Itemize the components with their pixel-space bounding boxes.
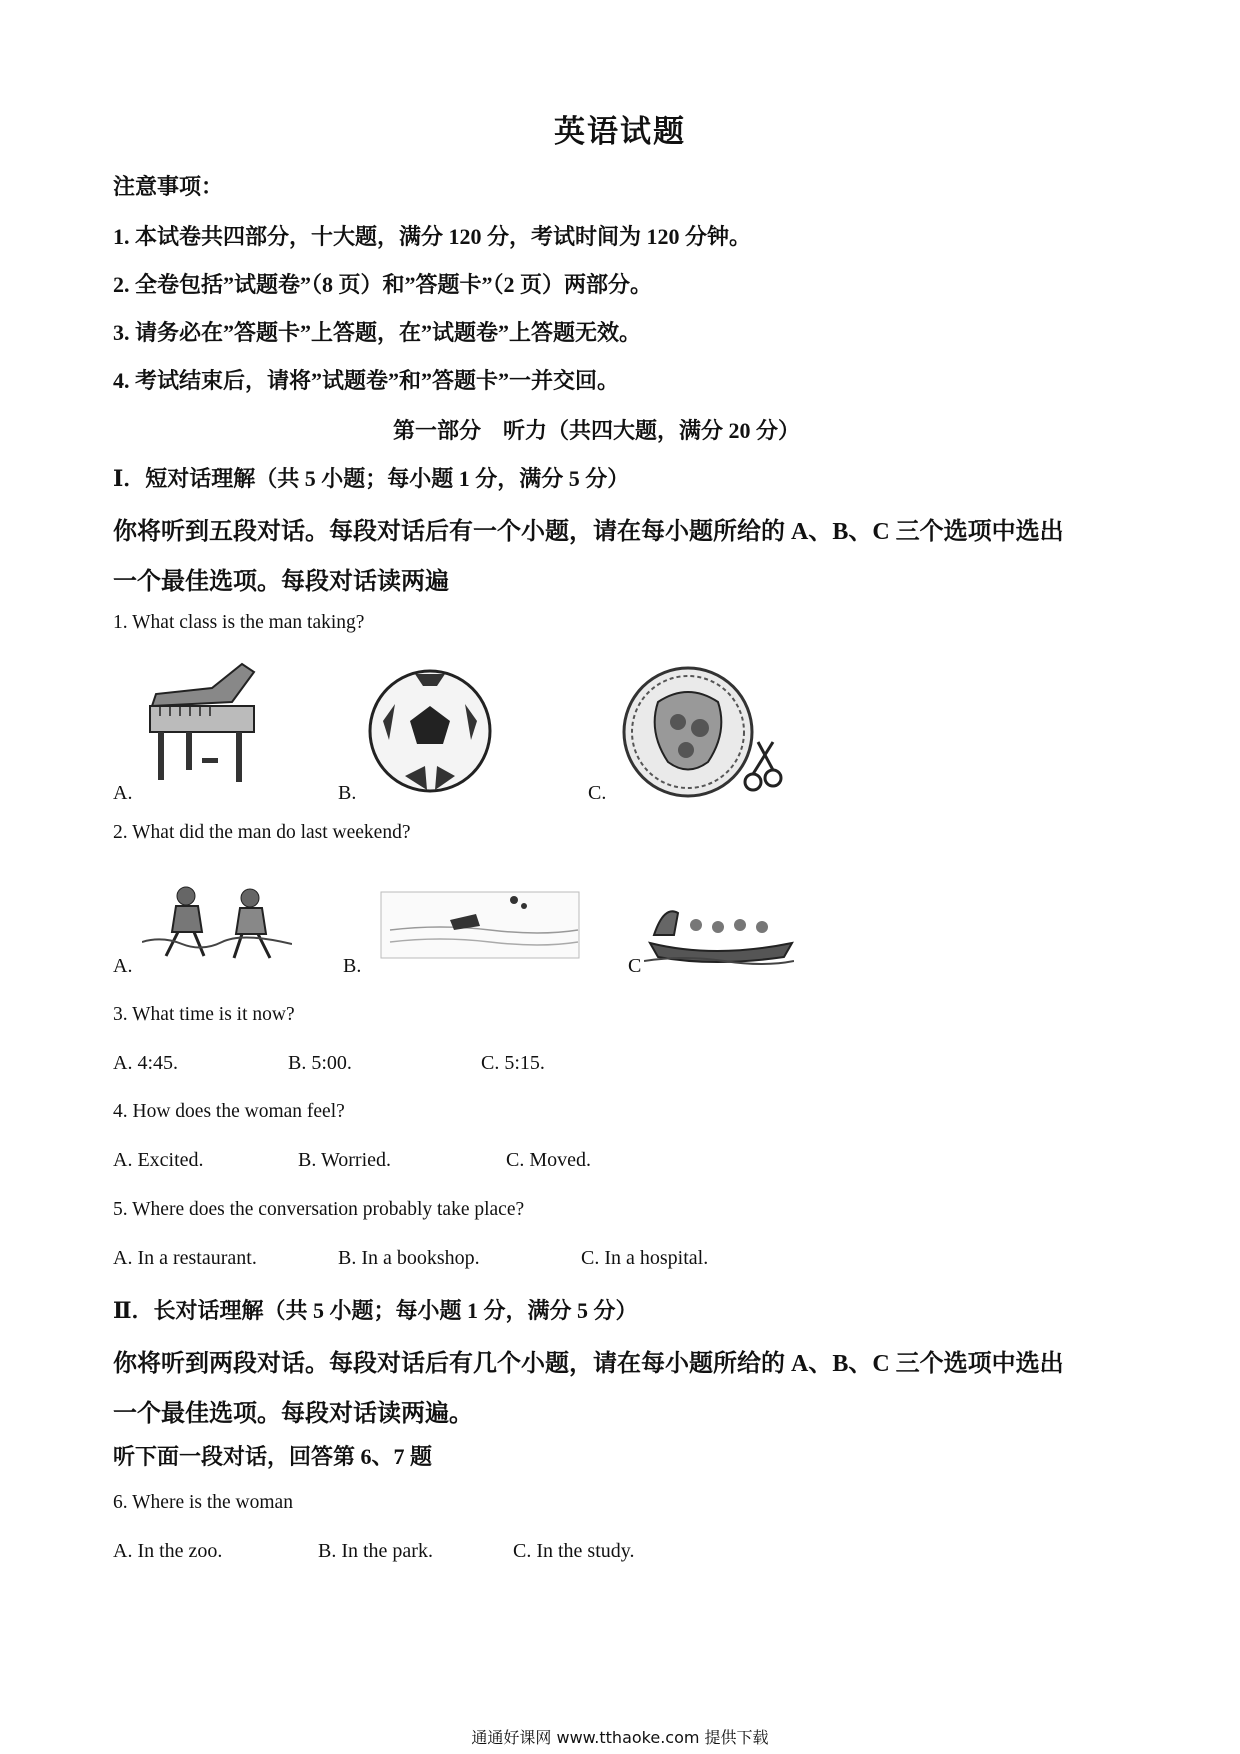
section2-instructions-line1: 你将听到两段对话。每段对话后有几个小题，请在每小题所给的 A、B、C 三个选项中选出 xyxy=(113,1351,1064,1377)
q3-option-b: B. 5:00. xyxy=(288,1052,352,1074)
section1-heading: Ⅰ．短对话理解（共 5 小题；每小题 1 分，满分 5 分） xyxy=(113,466,630,491)
q3-option-c: C. 5:15. xyxy=(481,1052,545,1074)
part1-heading: 第一部分 听力（共四大题，满分 20 分） xyxy=(393,418,801,443)
q4-option-a: A. Excited. xyxy=(113,1149,204,1171)
question-3: 3. What time is it now? xyxy=(113,1004,295,1025)
q4-option-c: C. Moved. xyxy=(506,1149,591,1171)
section2-sub-heading: 听下面一段对话，回答第 6、7 题 xyxy=(113,1444,433,1469)
soccer-ball-image xyxy=(365,666,495,796)
notice-item-3: 3. 请务必在”答题卡”上答题，在”试题卷”上答题无效。 xyxy=(113,320,642,345)
q3-option-a: A. 4:45. xyxy=(113,1052,178,1074)
q1-option-a: A. xyxy=(113,782,133,804)
people-walking-image xyxy=(142,882,292,962)
footer-watermark: 通通好课网 www.tthaoke.com 提供下载 xyxy=(471,1728,769,1747)
section2-heading: Ⅱ．长对话理解（共 5 小题；每小题 1 分，满分 5 分） xyxy=(113,1298,638,1323)
q5-option-a: A. In a restaurant. xyxy=(113,1247,257,1269)
q6-option-c: C. In the study. xyxy=(513,1540,635,1562)
q1-option-b: B. xyxy=(338,782,357,804)
dragon-boat-image xyxy=(644,895,794,967)
q6-option-a: A. In the zoo. xyxy=(113,1540,223,1562)
section2-instructions-line2: 一个最佳选项。每段对话读两遍。 xyxy=(113,1401,473,1427)
page-title: 英语试题 xyxy=(554,114,686,149)
boating-image xyxy=(380,880,580,960)
q2-option-c: C xyxy=(628,955,642,977)
q5-option-b: B. In a bookshop. xyxy=(338,1247,480,1269)
question-4: 4. How does the woman feel? xyxy=(113,1101,345,1122)
notice-item-1: 1. 本试卷共四部分，十大题，满分 120 分，考试时间为 120 分钟。 xyxy=(113,224,752,249)
section1-instructions-line1: 你将听到五段对话。每段对话后有一个小题，请在每小题所给的 A、B、C 三个选项中选出 xyxy=(113,519,1064,545)
question-6: 6. Where is the woman xyxy=(113,1492,293,1513)
q1-option-c: C. xyxy=(588,782,607,804)
notice-item-2: 2. 全卷包括”试题卷”（8 页）和”答题卡”（2 页）两部分。 xyxy=(113,272,653,297)
question-1: 1. What class is the man taking? xyxy=(113,612,365,633)
question-2: 2. What did the man do last weekend? xyxy=(113,822,411,843)
paper-cut-image xyxy=(618,662,788,802)
notice-item-4: 4. 考试结束后，请将”试题卷”和”答题卡”一并交回。 xyxy=(113,368,620,393)
notice-heading: 注意事项： xyxy=(113,174,224,199)
q6-option-b: B. In the park. xyxy=(318,1540,433,1562)
q4-option-b: B. Worried. xyxy=(298,1149,392,1171)
q2-option-a: A. xyxy=(113,955,133,977)
q5-option-c: C. In a hospital. xyxy=(581,1247,709,1269)
piano-image xyxy=(142,658,268,786)
question-5: 5. Where does the conversation probably take place? xyxy=(113,1199,525,1220)
section1-instructions-line2: 一个最佳选项。每段对话读两遍 xyxy=(113,569,449,595)
q2-option-b: B. xyxy=(343,955,362,977)
